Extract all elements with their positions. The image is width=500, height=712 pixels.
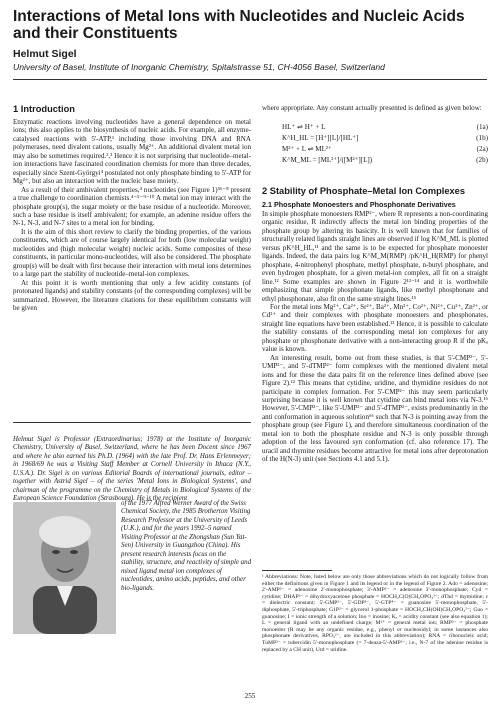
equation-2a [262,144,488,155]
author-name: Helmut Sigel [13,48,77,60]
equation-expression: K^H_HL = [H⁺][L]/[HL⁺] [282,134,359,142]
equation-number: (1b) [476,134,488,142]
header-rule [13,79,487,80]
equation-number: (2b) [476,156,488,164]
author-bio-right: of the 1977 Alfred Werner Award of the Swiss Chemical Society, the 1985 Brotherton Visiting Research Professor at the University of Leeds (U.K.), and for the years 1992–5 named Visiting Professor at the Zhongshan (Sun Yat-Sen) University in Guangzhou (China). His present research interests focus on the stability, structure, and reactivity of simple and mixed ligand metal ion complexes of nucleotides, amino acids, peptides, and other bio-ligands. [121,500,252,592]
section-heading-2: 2 Stability of Phosphate–Metal Ion Complexes [262,186,466,196]
left-column [13,104,251,312]
equation-1a [262,122,488,133]
equation-expression: HL⁺ ⇌ H⁺ + L [282,123,326,131]
bio-text-top: Helmut Sigel is Professor (Extraordinarius; 1978) at the Institute of Inorganic Chemistry, University of Basel, Switzerland, where he has been Docent since 1967 and where he also earned his Ph.D. (1964) with the late Prof. Dr. Hans Erlenmeyer; in 1968/69 he was a Visiting Staff Member at Cornell University in Ithaca (N.Y., U.S.A.). Dr. Sigel is on various Editorial Boards of international journals, editor – together with Astrid Sigel – of the series 'Metal Ions in Biological Systems', and chairman of the programme on the Chemistry of Metals in Biological Systems of the European Science Foundation (Strasbourg). He is the recipient [13,435,251,503]
equation-2b [262,155,488,166]
intro-paragraph-4: At this point it is worth mentioning that only a few acidity constants (of protonated ligands) and stability constants (of the corresponding complexes) will be summarized. However, the literature citations for these equilibrium constants will be given [13,278,251,312]
page-number: 255 [244,692,256,700]
equation-expression: K^M_ML = [ML²⁺]/([M²⁺][L]) [282,156,373,164]
equation-expression: M²⁺ + L ⇌ ML²⁺ [282,145,332,153]
footnote-rule [262,570,332,571]
section2-paragraph-3: An interesting result, borne out from these studies, is that 5'-CMP²⁻, 5'-UMP²⁻, and 5'-dTMP²⁻ form complexes with the mentioned divalent metal ions and for these the data pairs fit on the reference lines defined above (see Figure 2).¹² This means that cytidine, uridine, and thymidine residues do not participate in complex formation. For 5'-CMP²⁻ this may seem particularly surprising because it is well known that cytidine can bind metal ions via N-3.¹⁶ However, 5'-CMP²⁻, like 5'-UMP²⁻ and 5'-dTMP²⁻, exists predominantly in the anti conformation in aqueous solution⁶⁶ such that N-3 is pointing away from the phosphate group (see Figure 1), and therefore simultaneous coordination of the metal ion to both the phosphate residue and N-3 is only possible through adoption of the less favoured syn conformation (cf. also reference 17). The uracil and thymine residues become attractive for metal ions after deprotonation of the H(N-3) unit (see Sections 4.1 and 5.1). [262,353,488,464]
author-bio-top [13,429,251,510]
footnote-abbreviations: ¹ Abbreviations: Note, listed below are only those abbreviations which do not logically follow from either the definitions given in Figure 1 and its legend or in the legend of Figure 2. Ado = adenosine; 2'-AMP²⁻ = adenosine 2'-monophosphate; 3'-AMP²⁻ = adenosine 3'-monophosphate; Cyd = cytidine; DHAP²⁻ = dihydroxyacetone phosphate = HOCH₂C(O)CH₂OPO₃²⁻; dThd = thymidine; ε = dielectric constant; 5'-GMP²⁻, 5'-GDP³⁻, 5'-GTP⁴⁻ = guanosine 5'-monophosphate, 5'-diphosphate, 5'-triphosphate; G1P²⁻ = glycerol 1-phosphate = HOCH₂CH(OH)CH₂OPO₃²⁻; Guo = guanosine; I = ionic strength of a solution; Ino = inosine; Kₐ = acidity constant (see also equation 1); L = general ligand with an undefined charge; M²⁺ = general metal ion; RMP²⁻ = phosphate monoester (R may be any organic residue, e.g., phenyl or nucleosidyl; in some instances also phosphonate derivatives, RPO₃²⁻, are included in this abbreviation); RNA = ribonucleic acid; TuMP²⁻ = tubercidin 5'-monophosphate (= 7-deaza-5'-AMP²⁻; i.e., N-7 of the adenine residue is replaced by a CH unit), Urd = uridine. [262,574,488,653]
section-heading-introduction: 1 Introduction [13,104,75,114]
right-column-section-2 [262,186,488,464]
author-affiliation: University of Basel, Institute of Inorganic Chemistry, Spitalstrasse 51, CH-4056 Basel, Switzerland [13,62,385,72]
right-column-intro [262,104,488,112]
intro-paragraph-3: It is the aim of this short review to clarify the binding properties, of the various constituents, which are of course largely identical for both (low molecular weight) nucleotides and (high molecular weight) nucleic acids. Some composites of these constituents, in particular mono-nucleotides, will also be considered. The phosphate group(s) will be dealt with first because their interaction with metal ions determines to a large part the stability of nucleotide–metal-ion complexes. [13,227,251,279]
equation-number: (1a) [476,123,488,131]
bio-rule [13,422,251,423]
subsection-heading-2-1: 2.1 Phosphate Monoesters and Phosphonate Derivatives [262,200,456,209]
equations-intro: where appropriate. Any constant actually presented is defined as given below: [262,104,482,112]
author-photo [13,502,116,634]
equation-number: (2a) [476,145,488,153]
article-title: Interactions of Metal Ions with Nucleotides and Nucleic Acids and their Constituents [13,8,465,42]
intro-paragraph-1: Enzymatic reactions involving nucleotides have a general dependence on metal ions; this also applies to the biosynthesis of nucleic acids. For example, all enzyme-catalysed reactions with 5'-ATP,¹ including those involving DNA and RNA polymerases, need divalent cations, usually Mg²⁺. An additional divalent metal ion may also be sometimes required.²,³ Hence it is not surprising that nucleotide–metal-ion interactions have fascinated coordination chemists for more than three decades, especially since Szent-Györgyi⁴ postulated not only phosphate binding to 5'-ATP for Mg²⁺, but also an interaction with the nucleic base moiety. [13,118,251,186]
intro-paragraph-2: As a result of their ambivalent properties,⁴ nucleotides (see Figure 1)⁵⁶⁻⁸ present a true challenge to coordination chemists.⁴⁻⁵⁻⁹⁻¹⁰ A metal ion may interact with the phosphate group(s), the sugar moiety or the base residue of a nucleotide. Moreover, such a base residue is itself ambivalent; for example, an adenine residue offers the N-1, N-3, and N-7 sites to a metal ion for binding. [13,185,251,228]
section2-paragraph-1: In simple phosphate monoesters RMP²⁻, where R represents a non-coordinating organic residue, R indirectly affects the metal ion binding properties of the phosphate group by altering its basicity. It is well known that for families of structurally related ligands straight lines are observed if log K^M_ML is plotted versus pK^H_HL,¹¹ and the same is to be expected for phosphate monoester ligands. Indeed, the data pairs log K^M_M(RMP) /pK^H_H(RMP) for phenyl phosphate, 4-nitrophenyl phosphate, methyl phosphate, n-butyl phosphate, and even hydrogen phosphate, for a given metal-ion complex, all fit on a straight line.¹² Some examples are shown in Figure 2¹²⁻¹⁴ and it is worthwhile emphasizing that simple phosphonate ligands, like methyl phosphonate and ethyl phosphonate, also fit on the same straight lines.¹⁵ [262,210,488,303]
equation-block [262,122,488,166]
equation-1b [262,133,488,144]
section2-paragraph-2: For the metal ions Mg²⁺, Ca²⁺, Sr²⁺, Ba²⁺, Mn²⁺, Co²⁺, Ni²⁺, Cu²⁺, Zn²⁺, or Cd²⁺ and their complexes with phosphate monoesters and phosphonates, straight line equations have been established.¹³ Hence, it is possible to calculate the stability constants of the corresponding metal ion complexes for any phosphate or phosphonate derivative with a non-interacting group R if the pKₐ value is known. [262,302,488,354]
author-portrait-image [13,502,116,634]
